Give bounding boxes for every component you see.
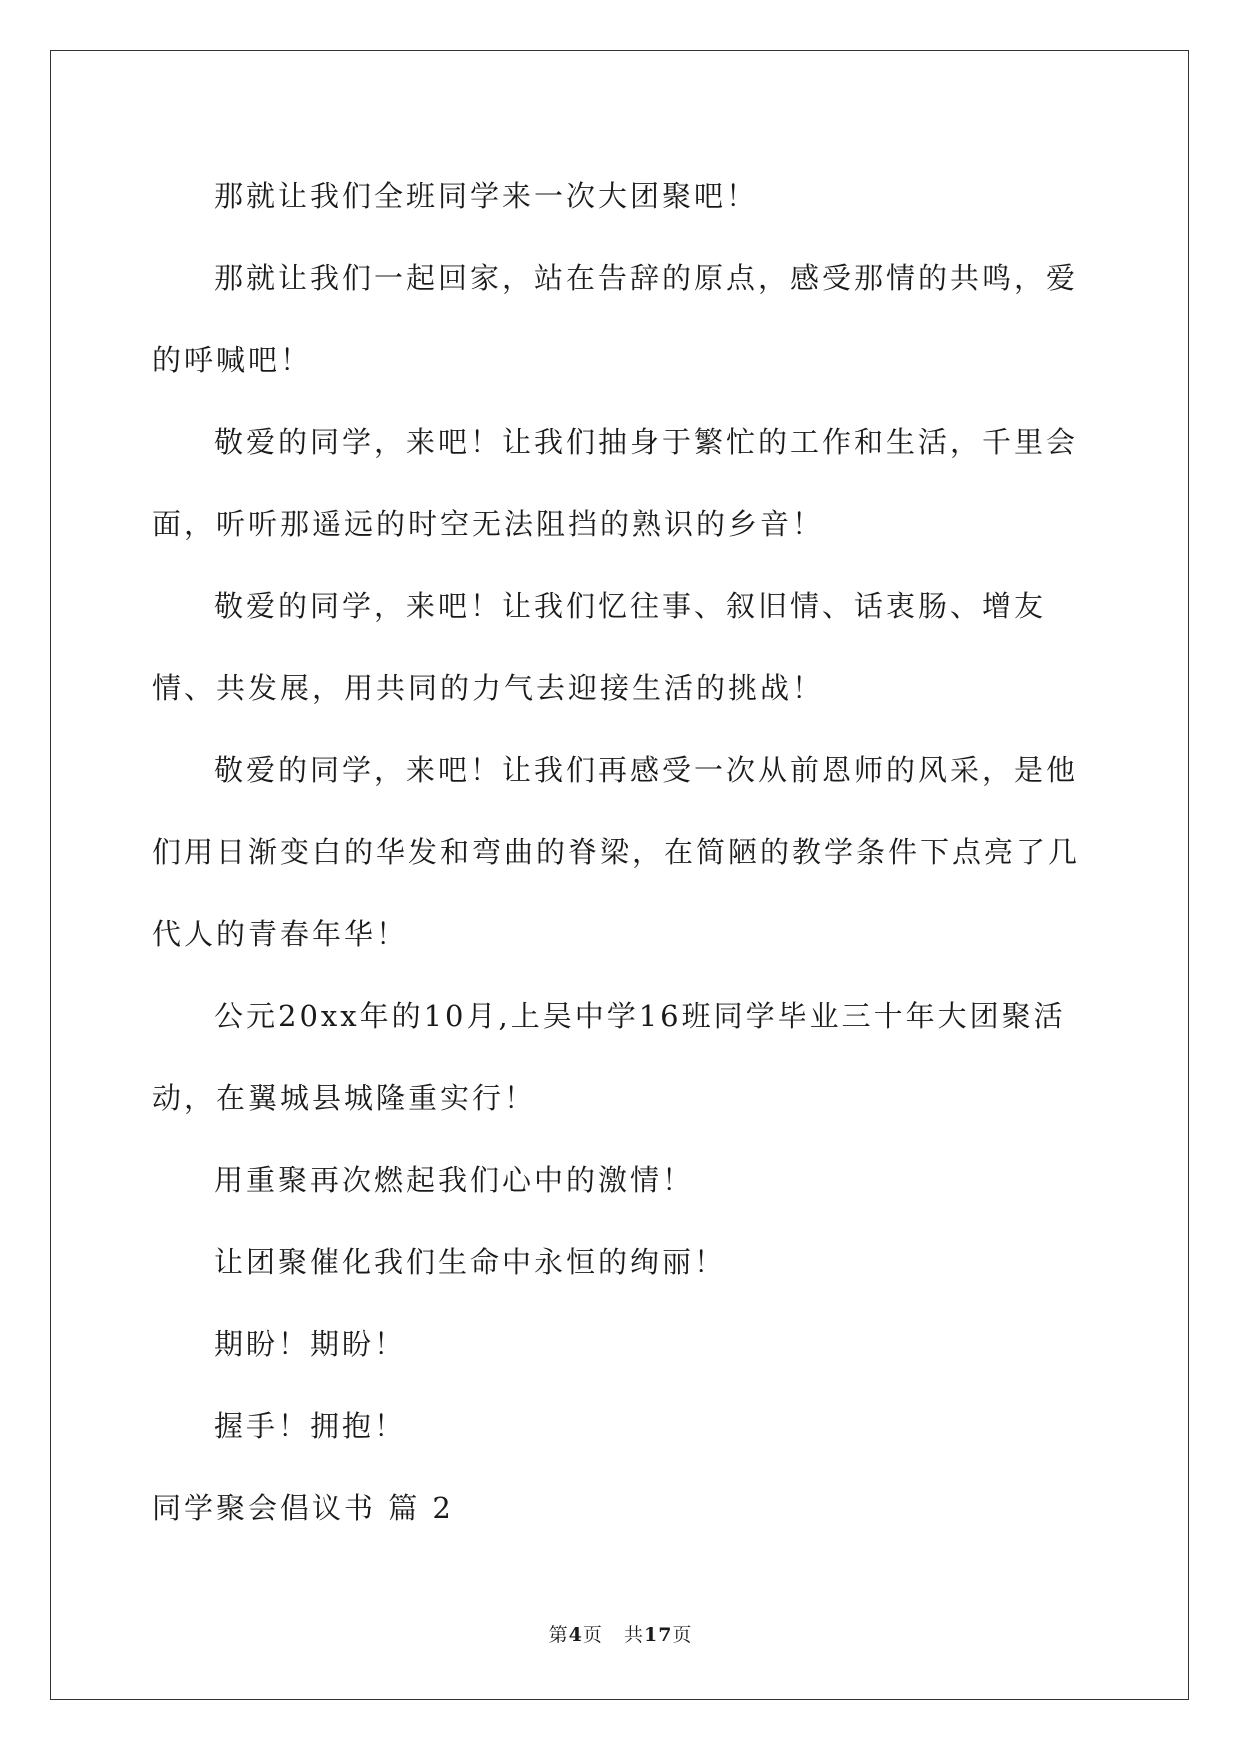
paragraph: 那就让我们一起回家，站在告辞的原点，感受那情的共鸣，爱的呼喊吧！ [152,261,1079,377]
paragraph: 握手！拥抱！ [214,1409,407,1443]
paragraph: 敬爱的同学，来吧！让我们再感受一次从前恩师的风采，是他们用日渐变白的华发和弯曲的脊梁，在简陋的教学条件下点亮了几代人的青春年华！ [152,753,1081,951]
footer-page-label: 页 [582,1624,603,1646]
footer-total-label: 页 [672,1624,693,1646]
paragraph: 敬爱的同学，来吧！让我们忆往事、叙旧情、话衷肠、增友情、共发展，用共同的力气去迎接生活的挑战！ [152,589,1047,705]
paragraph: 敬爱的同学，来吧！让我们抽身于繁忙的工作和生活，千里会面，听听那遥远的时空无法阻挡的熟识的乡音！ [152,425,1079,541]
current-page-number: 4 [568,1624,583,1646]
paragraph: 用重聚再次燃起我们心中的激情！ [214,1163,695,1197]
paragraph: 公元20xx年的10月,上吴中学16班同学毕业三十年大团聚活动，在翼城县城隆重实行！ [152,999,1066,1115]
paragraph: 期盼！期盼！ [214,1327,407,1361]
footer-prefix: 第 [548,1624,569,1646]
total-page-count: 17 [643,1624,673,1646]
paragraph: 让团聚催化我们生命中永恒的绚丽！ [214,1245,727,1279]
page-footer [0,1620,1241,1647]
footer-total-prefix: 共 [623,1624,644,1646]
paragraph: 那就让我们全班同学来一次大团聚吧！ [214,179,759,213]
document-body [152,155,1092,1549]
section-heading: 同学聚会倡议书 篇 2 [152,1491,454,1525]
